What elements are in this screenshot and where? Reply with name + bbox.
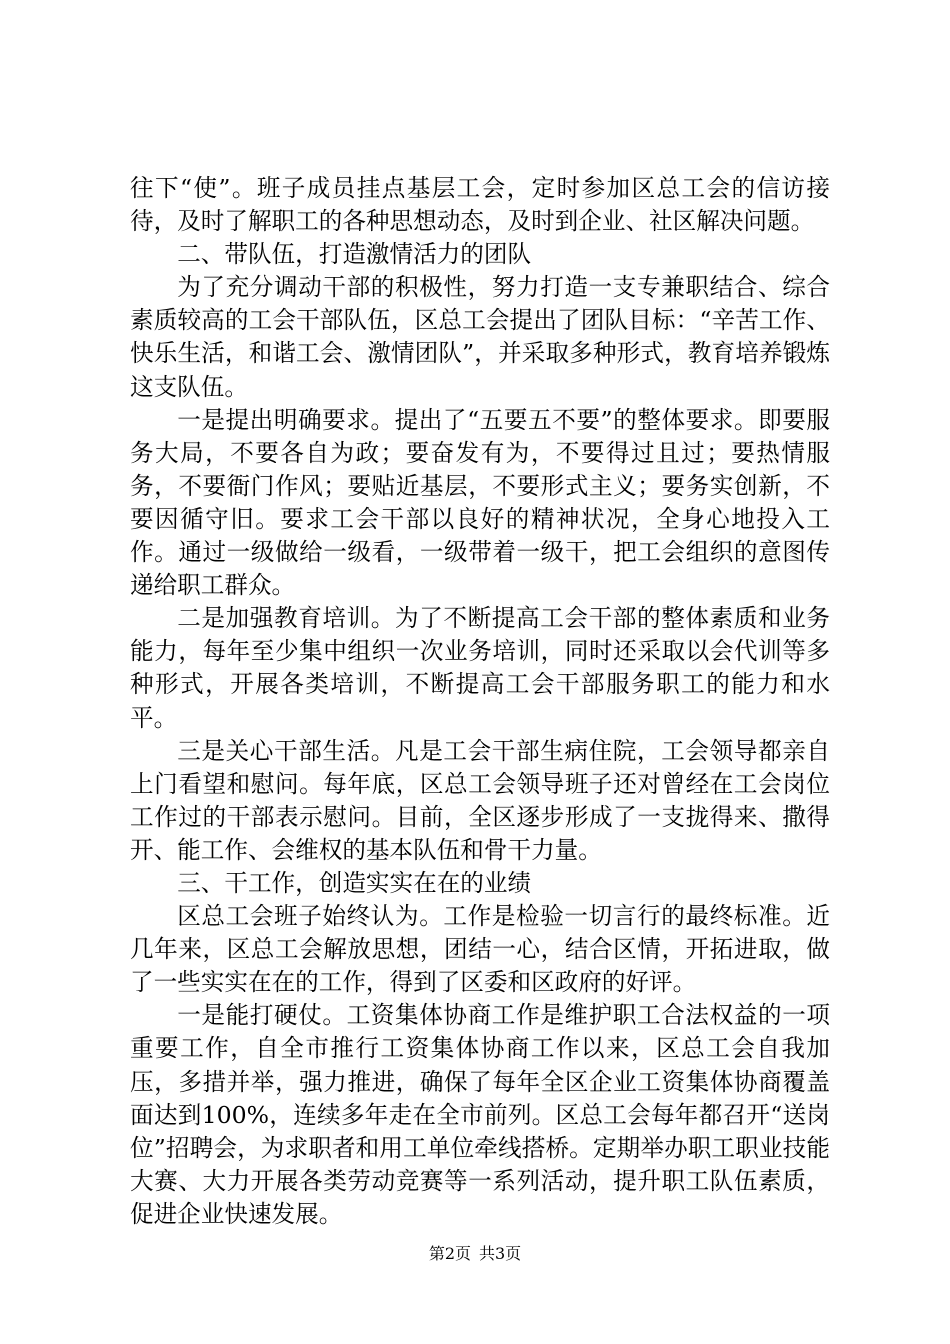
paragraph: 一是提出明确要求。提出了“五要五不要”的整体要求。即要服务大局，不要各自为政；要奋发有为，不要得过且过；要热情服务，不要衙门作风；要贴近基层，不要形式主义；要务实创新，不要因循守旧。要求工会干部以良好的精神状况，全身心地投入工作。通过一级做给一级看，一级带着一级干，把工会组织的意图传递给职工群众。 (130, 405, 830, 600)
paragraph: 区总工会班子始终认为。工作是检验一切言行的最终标准。近几年来，区总工会解放思想，团结一心，结合区情，开拓进取，做了一些实实在在的工作，得到了区委和区政府的好评。 (130, 902, 830, 997)
page-number: 第2页 (428, 1244, 471, 1263)
paragraph: 二是加强教育培训。为了不断提高工会干部的整体素质和业务能力，每年至少集中组织一次业务培训，同时还采取以会代训等多种形式，开展各类培训，不断提高工会干部服务职工的能力和水平。 (130, 604, 830, 732)
page-footer (0, 1244, 950, 1264)
page-total: 共3页 (479, 1244, 522, 1263)
section-heading: 三、干工作，创造实实在在的业绩 (177, 868, 532, 897)
paragraph: 一是能打硬仗。工资集体协商工作是维护职工合法权益的一项重要工作，自全市推行工资集体协商工作以来，区总工会自我加压，多措并举，强力推进，确保了每年全区企业工资集体协商覆盖面达到100%，连续多年走在全市前列。区总工会每年都召开“送岗位”招聘会，为求职者和用工单位牵线搭桥。定期举办职工职业技能大赛、大力开展各类劳动竞赛等一系列活动，提升职工队伍素质，促进企业快速发展。 (130, 1001, 830, 1228)
paragraph: 往下“使”。班子成员挂点基层工会，定时参加区总工会的信访接待，及时了解职工的各种思想动态，及时到企业、社区解决问题。 (130, 174, 830, 236)
document-body (130, 172, 830, 1231)
paragraph: 为了充分调动干部的积极性，努力打造一支专兼职结合、综合素质较高的工会干部队伍，区总工会提出了团队目标：“辛苦工作、快乐生活，和谐工会、激情团队”，并采取多种形式，教育培养锻炼这支队伍。 (130, 273, 830, 401)
paragraph: 三是关心干部生活。凡是工会干部生病住院，工会领导都亲自上门看望和慰问。每年底，区总工会领导班子还对曾经在工会岗位工作过的干部表示慰问。目前，全区逐步形成了一支拢得来、撒得开、能工作、会维权的基本队伍和骨干力量。 (130, 736, 830, 864)
section-heading: 二、带队伍，打造激情活力的团队 (177, 240, 532, 269)
